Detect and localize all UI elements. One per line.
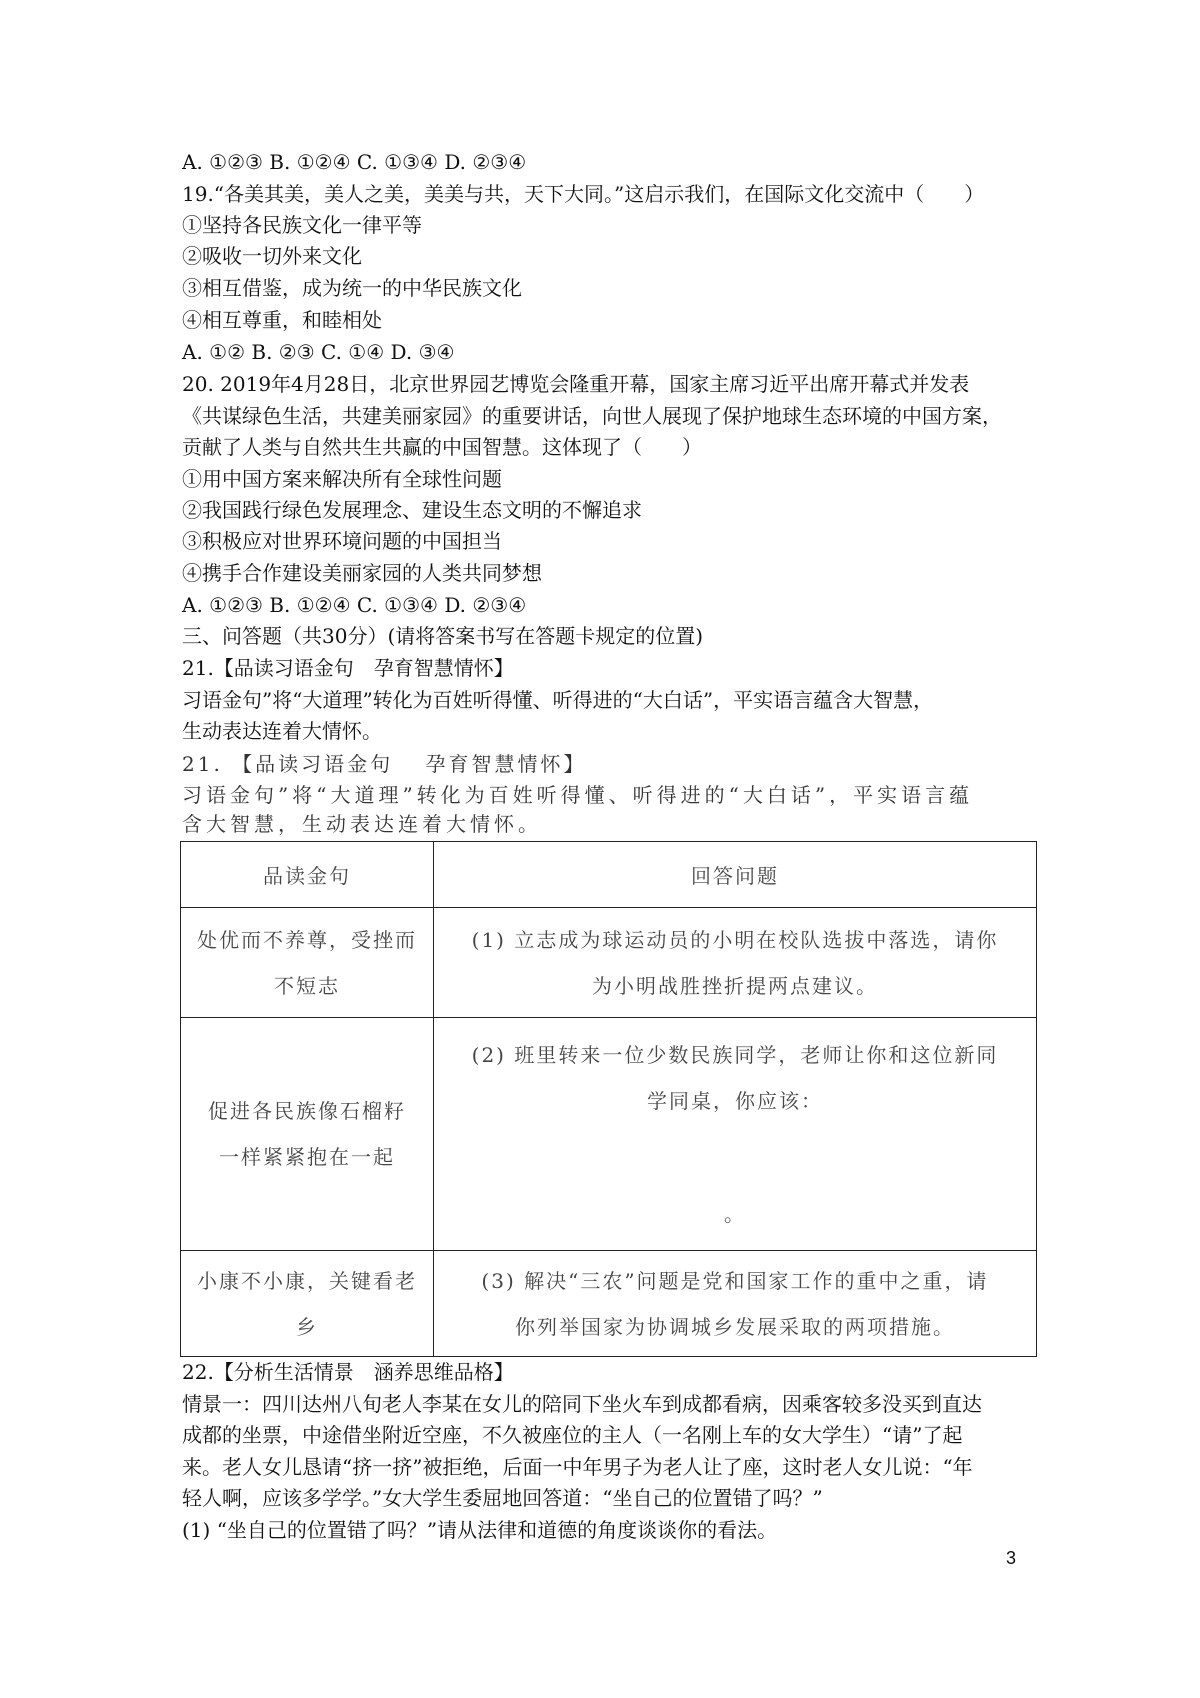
section-3-heading: 三、问答题（共30分）(请将答案书写在答题卡规定的位置) xyxy=(182,624,704,648)
q22-subquestion-1: (1) “坐自己的位置错了吗？”请从法律和道德的角度谈谈你的看法。 xyxy=(182,1518,778,1542)
quote-cell-1 xyxy=(181,908,434,1018)
table-row xyxy=(181,1018,1037,1251)
q21-title: 21.【品读习语金句 孕育智慧情怀】 xyxy=(182,656,514,680)
question-3-line-2: 你列举国家为协调城乡发展采取的两项措施。 xyxy=(515,1314,955,1339)
quote-2-line-1: 促进各民族像石榴籽 xyxy=(208,1099,406,1123)
q20-stem-line-2: 《共谋绿色生活，共建美丽家园》的重要讲话，向世人展现了保护地球生态环境的中国方案， xyxy=(182,404,1002,428)
q19-stem: 19.“各美其美，美人之美，美美与共，天下大同。”这启示我们，在国际文化交流中（ ） xyxy=(182,182,985,206)
table-header-question: 回答问题 xyxy=(434,842,1037,908)
quote-1-line-1: 处优而不养尊，受挫而 xyxy=(197,927,417,952)
q20-choices: A. ①②③ B. ①②④ C. ①③④ D. ②③④ xyxy=(182,593,527,617)
q20-option-3: ③积极应对世界环境问题的中国担当 xyxy=(182,529,502,553)
q21-title-repeat: 21. 【品读习语金句 孕育智慧情怀】 xyxy=(182,752,587,776)
q21-intro-repeat-line-2: 含大智慧，生动表达连着大情怀。 xyxy=(182,812,542,836)
table-row xyxy=(181,1251,1037,1357)
quote-cell-2 xyxy=(181,1018,434,1251)
question-3-line-1: (3) 解决“三农”问题是党和国家工作的重中之重，请 xyxy=(481,1268,989,1293)
q19-option-3: ③相互借鉴，成为统一的中华民族文化 xyxy=(182,276,522,300)
q22-scenario-line-4: 轻人啊，应该多学学。”女大学生委屈地回答道：“坐自己的位置错了吗？” xyxy=(182,1486,823,1510)
table-header-row xyxy=(181,842,1037,908)
question-1-line-2: 为小明战胜挫折提两点建议。 xyxy=(592,973,878,998)
answer-blank-area xyxy=(444,1124,1026,1196)
q22-scenario-line-3: 来。老人女儿恳请“挤一挤”被拒绝，后面一中年男子为老人让了座，这时老人女儿说：“年 xyxy=(182,1455,973,1479)
quote-2-line-2: 一样紧紧抱在一起 xyxy=(219,1145,395,1169)
quote-3-line-2: 乡 xyxy=(296,1314,318,1339)
q22-title: 22.【分析生活情景 涵养思维品格】 xyxy=(182,1360,514,1384)
quote-1-line-2: 不短志 xyxy=(274,973,340,998)
q19-choices: A. ①② B. ②③ C. ①④ D. ③④ xyxy=(182,340,455,364)
question-cell-2 xyxy=(434,1018,1037,1251)
q19-option-1: ①坚持各民族文化一律平等 xyxy=(182,213,422,237)
question-2-line-1: (2) 班里转来一位少数民族同学，老师让你和这位新同 xyxy=(471,1043,999,1067)
q22-scenario-line-2: 成都的坐票，中途借坐附近空座，不久被座位的主人（一名刚上车的女大学生）“请”了起 xyxy=(182,1423,963,1447)
page-number: 3 xyxy=(1006,1548,1017,1568)
q22-scenario-line-1: 情景一：四川达州八旬老人李某在女儿的陪同下坐火车到成都看病，因乘客较多没买到直达 xyxy=(182,1392,982,1416)
q20-stem-line-1: 20. 2019年4月28日，北京世界园艺博览会隆重开幕，国家主席习近平出席开幕式并发表 xyxy=(182,372,970,396)
question-cell-1 xyxy=(434,908,1037,1018)
q21-intro-line-2: 生动表达连着大情怀。 xyxy=(182,719,382,743)
question-2-line-2: 学同桌，你应该： xyxy=(647,1089,823,1113)
q19-option-2: ②吸收一切外来文化 xyxy=(182,244,362,268)
quote-cell-3 xyxy=(181,1251,434,1357)
q21-intro-line-1: 习语金句”将“大道理”转化为百姓听得懂、听得进的“大白话”，平实语言蕴含大智慧， xyxy=(182,688,934,712)
question-cell-3 xyxy=(434,1251,1037,1357)
question-2-answer-end: 。 xyxy=(724,1202,746,1226)
q19-option-4: ④相互尊重，和睦相处 xyxy=(182,308,382,332)
q21-intro-repeat-line-1: 习语金句”将“大道理”转化为百姓听得懂、听得进的“大白话”，平实语言蕴 xyxy=(182,783,974,807)
q20-option-1: ①用中国方案来解决所有全球性问题 xyxy=(182,467,502,491)
q21-answer-table xyxy=(180,841,1037,1357)
q18-choices: A. ①②③ B. ①②④ C. ①③④ D. ②③④ xyxy=(182,150,527,174)
question-1-line-1: (1) 立志成为球运动员的小明在校队选拔中落选，请你 xyxy=(471,927,999,952)
table-header-quote: 品读金句 xyxy=(181,842,434,908)
q20-option-4: ④携手合作建设美丽家园的人类共同梦想 xyxy=(182,561,542,585)
q20-stem-line-3: 贡献了人类与自然共生共赢的中国智慧。这体现了（ ） xyxy=(182,435,702,459)
q20-option-2: ②我国践行绿色发展理念、建设生态文明的不懈追求 xyxy=(182,498,642,522)
quote-3-line-1: 小康不小康，关键看老 xyxy=(197,1268,417,1293)
table-row xyxy=(181,908,1037,1018)
